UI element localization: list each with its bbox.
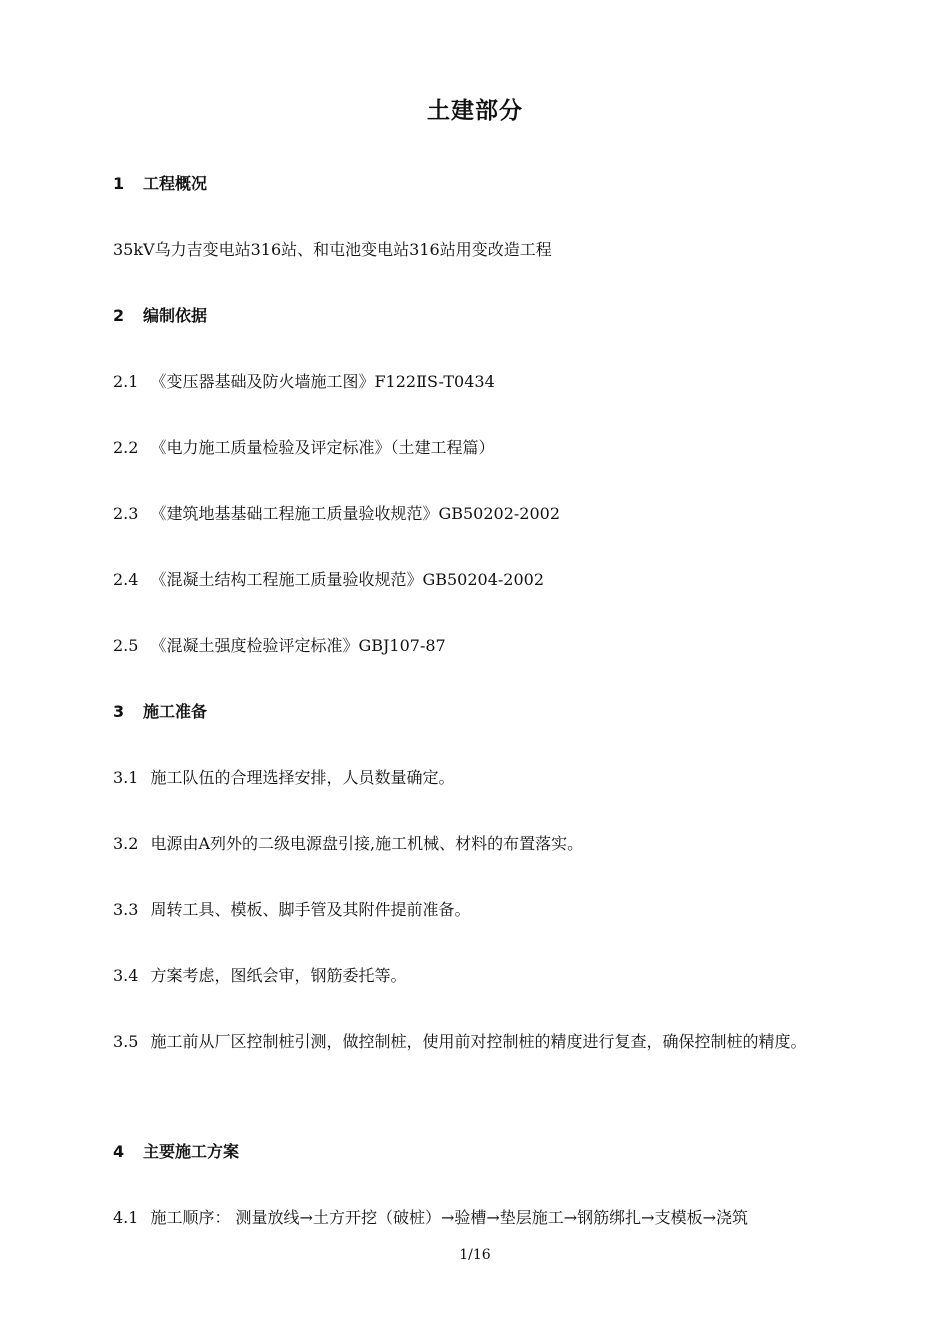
section-title: 主要施工方案 <box>143 1142 240 1161</box>
list-item-2-2 <box>113 437 494 459</box>
list-item-2-5 <box>113 635 446 657</box>
section-heading-1 <box>113 173 207 195</box>
list-item-3-3 <box>113 899 470 921</box>
item-text: 施工队伍的合理选择安排，人员数量确定。 <box>150 768 455 787</box>
item-number: 2.5 <box>113 636 139 655</box>
list-item-2-3 <box>113 503 560 525</box>
section-number: 1 <box>113 174 125 193</box>
section-heading-3 <box>113 701 207 723</box>
item-number: 4.1 <box>113 1208 139 1227</box>
item-number: 3.1 <box>113 768 139 787</box>
item-number: 2.4 <box>113 570 139 589</box>
section-heading-4 <box>113 1141 239 1163</box>
list-item-4-1 <box>113 1207 748 1229</box>
section-number: 3 <box>113 702 125 721</box>
list-item-2-4 <box>113 569 544 591</box>
list-item-3-5 <box>113 1020 883 1064</box>
item-number: 2.2 <box>113 438 139 457</box>
item-text: 施工顺序： 测量放线→土方开挖（破桩）→验槽→垫层施工→钢筋绑扎→支模板→浇筑 <box>150 1208 748 1227</box>
item-number: 3.4 <box>113 966 139 985</box>
page-title: 土建部分 <box>427 98 523 124</box>
item-text: 《混凝土强度检验评定标准》GBJ107-87 <box>150 636 446 655</box>
item-text: 电源由A列外的二级电源盘引接,施工机械、材料的布置落实。 <box>150 834 584 853</box>
item-text: 《建筑地基基础工程施工质量验收规范》GB50202-2002 <box>150 504 561 523</box>
item-number: 2.1 <box>113 372 139 391</box>
list-item-3-4 <box>113 965 406 987</box>
item-number: 3.3 <box>113 900 139 919</box>
list-item-3-1 <box>113 767 454 789</box>
item-number: 2.3 <box>113 504 139 523</box>
section-title: 施工准备 <box>143 702 208 721</box>
item-text: 《混凝土结构工程施工质量验收规范》GB50204-2002 <box>150 570 545 589</box>
page-number: 1/16 <box>459 1247 491 1263</box>
item-text: 《变压器基础及防火墙施工图》F122ⅡS-T0434 <box>150 372 495 391</box>
list-item-3-2 <box>113 833 583 855</box>
item-text: 施工前从厂区控制桩引测，做控制桩，使用前对控制桩的精度进行复查，确保控制桩的精度。 <box>150 1032 807 1051</box>
section-number: 4 <box>113 1142 125 1161</box>
section-title: 编制依据 <box>143 306 208 325</box>
section-number: 2 <box>113 306 125 325</box>
item-text: 《电力施工质量检验及评定标准》（土建工程篇） <box>150 438 495 457</box>
section-heading-2 <box>113 305 207 327</box>
item-number: 3.5 <box>113 1032 139 1051</box>
item-text: 方案考虑，图纸会审，钢筋委托等。 <box>150 966 407 985</box>
item-number: 3.2 <box>113 834 139 853</box>
section-1-text: 35kV乌力吉变电站316站、和屯池变电站316站用变改造工程 <box>113 240 552 259</box>
item-text: 周转工具、模板、脚手管及其附件提前准备。 <box>150 900 471 919</box>
list-item-2-1 <box>113 371 495 393</box>
section-title: 工程概况 <box>143 174 208 193</box>
